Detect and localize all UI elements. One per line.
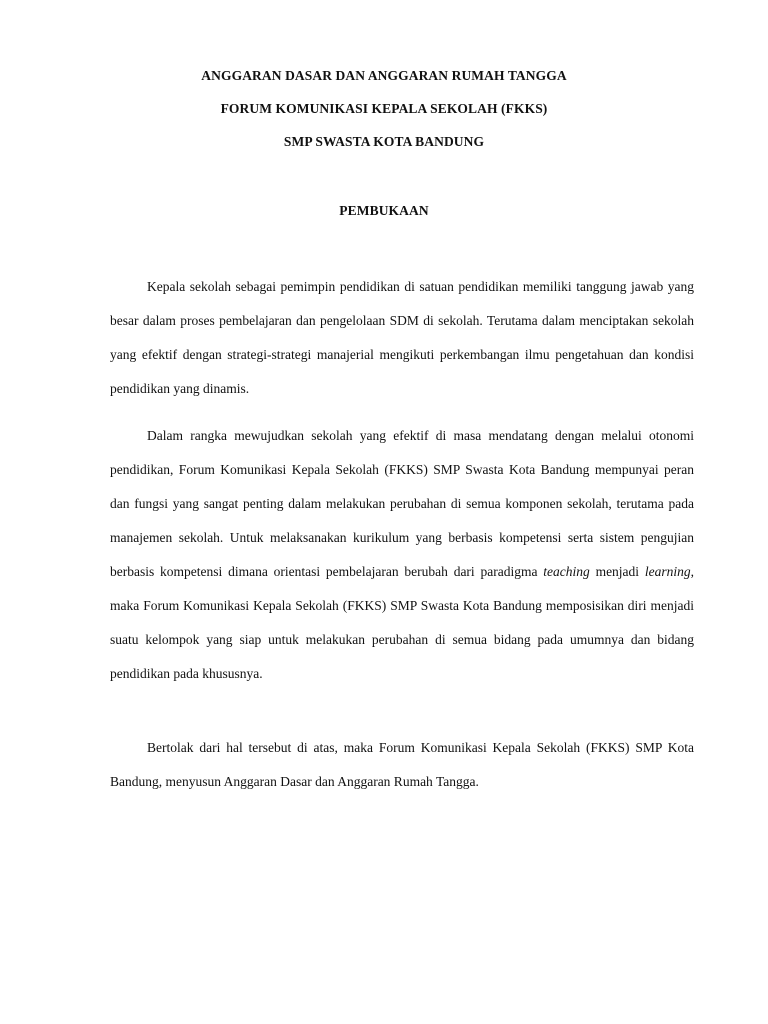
paragraph-2-text-b: menjadi [589,564,645,579]
paragraph-3-text: Bertolak dari hal tersebut di atas, maka Forum Komunikasi Kepala Sekolah (FKKS) SMP Kota Bandung, menyusun Anggaran Dasar dan Anggaran Rumah Tangga. [110,740,694,789]
paragraph-2-text-a: Dalam rangka mewujudkan sekolah yang efektif di masa mendatang dengan melalui otonomi pendidikan, Forum Komunikasi Kepala Sekolah (FKKS) SMP Swasta Kota Bandung mempunyai peran dan fungsi yang sangat penting dalam melakukan perubahan di semua komponen sekolah, terutama pada manajemen sekolah. Untuk melaksanakan kurikulum yang berbasis kompetensi serta sistem pengujian berbasis kompetensi dimana orientasi pembelajaran berubah dari paradigma [110,428,694,579]
paragraph-3 [110,731,694,799]
paragraph-2-text-c: , maka Forum Komunikasi Kepala Sekolah (FKKS) SMP Swasta Kota Bandung memposisikan diri menjadi suatu kelompok yang siap untuk melakukan perubahan di semua bidang pada umumnya dan bidang pendidikan pada khususnya. [110,564,694,681]
document-title-line-3: SMP SWASTA KOTA BANDUNG [283,134,485,149]
document-title-line-2: FORUM KOMUNIKASI KEPALA SEKOLAH (FKKS) [220,101,548,116]
paragraph-1 [110,270,694,406]
paragraph-1-text: Kepala sekolah sebagai pemimpin pendidikan di satuan pendidikan memiliki tanggung jawab yang besar dalam proses pembelajaran dan pengelolaan SDM di sekolah. Terutama dalam menciptakan sekolah yang efektif dengan strategi-strategi manajerial mengikuti perkembangan ilmu pengetahuan dan kondisi pendidikan yang dinamis. [110,279,694,396]
document-title-line-1: ANGGARAN DASAR DAN ANGGARAN RUMAH TANGGA [201,68,567,83]
paragraph-2 [110,419,694,691]
section-heading: PEMBUKAAN [339,203,429,218]
paragraph-2-italic-teaching: teaching [543,564,590,579]
paragraph-2-italic-learning: learning [644,564,691,579]
